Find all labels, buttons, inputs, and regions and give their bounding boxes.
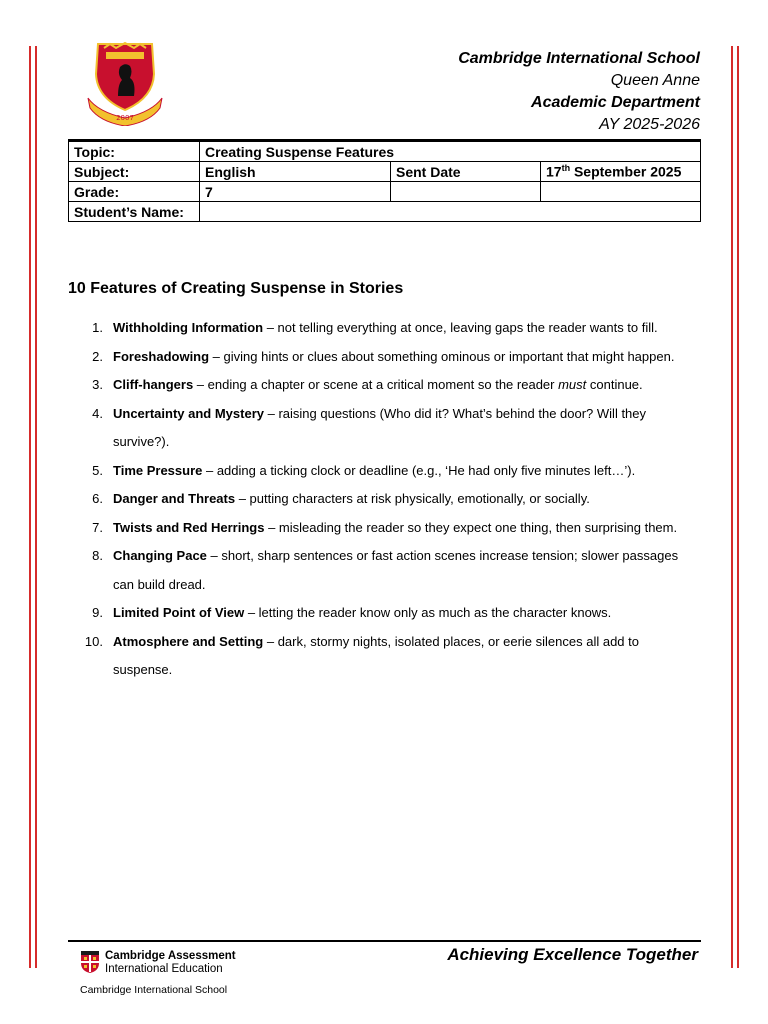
empty-cell	[391, 182, 541, 202]
left-margin-line-inner	[35, 46, 37, 968]
cambridge-line1: Cambridge Assessment	[105, 950, 236, 962]
page-title: 10 Features of Creating Suspense in Stories	[68, 280, 404, 297]
school-motto: Achieving Excellence Together	[447, 945, 698, 964]
list-item: 8. Changing Pace – short, sharp sentences or fast action scenes increase tension; slower passages can build dread.	[92, 548, 679, 592]
list-item: 6. Danger and Threats – putting characters at risk physically, emotionally, or socially.	[92, 491, 590, 506]
sent-date-label: Sent Date	[391, 162, 541, 182]
topic-value: Creating Suspense Features	[200, 141, 701, 162]
grade-label: Grade:	[69, 182, 200, 202]
campus-name: Queen Anne	[610, 72, 700, 89]
school-header	[458, 48, 700, 136]
left-margin-line-outer	[29, 46, 31, 968]
table-row	[69, 202, 701, 222]
info-table	[68, 139, 701, 222]
topic-label: Topic:	[69, 141, 200, 162]
subject-label: Subject:	[69, 162, 200, 182]
list-item: 9. Limited Point of View – letting the reader know only as much as the character knows.	[92, 605, 612, 620]
student-name-label: Student’s Name:	[69, 202, 200, 222]
list-item: 2. Foreshadowing – giving hints or clues about something ominous or important that might happen.	[92, 348, 675, 364]
academic-year: AY 2025-2026	[599, 116, 700, 133]
right-margin-line-inner	[731, 46, 733, 968]
list-item: 10. Atmosphere and Setting – dark, stormy nights, isolated places, or eerie silences all add to suspense.	[84, 633, 639, 677]
list-item: 3. Cliff-hangers – ending a chapter or scene at a critical moment so the reader must continue.	[92, 377, 643, 392]
features-list	[70, 314, 700, 685]
cambridge-logo	[80, 950, 236, 976]
student-name-field[interactable]	[200, 202, 701, 222]
footer-divider	[68, 940, 701, 942]
cambridge-line2: International Education	[105, 963, 223, 975]
grade-value: 7	[200, 182, 391, 202]
cambridge-shield-icon	[80, 950, 100, 974]
list-item: 1. Withholding Information – not telling everything at once, leaving gaps the reader wants to fill.	[92, 320, 658, 335]
subject-value: English	[200, 162, 391, 182]
department-name: Academic Department	[531, 94, 700, 111]
list-item: 7. Twists and Red Herrings – misleading the reader so they expect one thing, then surprising them.	[92, 519, 678, 535]
empty-cell	[541, 182, 701, 202]
footer-school-name: Cambridge International School	[80, 984, 228, 996]
svg-text:2007: 2007	[116, 114, 134, 122]
right-margin-line-outer	[737, 46, 739, 968]
school-name: Cambridge International School	[458, 50, 700, 67]
list-item: 4. Uncertainty and Mystery – raising questions (Who did it? What’s behind the door? Will they survive?).	[92, 405, 647, 449]
table-row	[69, 182, 701, 202]
sent-date-value: 17th September 2025	[541, 162, 701, 182]
list-item: 5. Time Pressure – adding a ticking clock or deadline (e.g., ‘He had only five minutes left…’).	[92, 462, 636, 478]
table-row	[69, 141, 701, 162]
table-row	[69, 162, 701, 182]
school-crest-icon	[84, 40, 166, 126]
